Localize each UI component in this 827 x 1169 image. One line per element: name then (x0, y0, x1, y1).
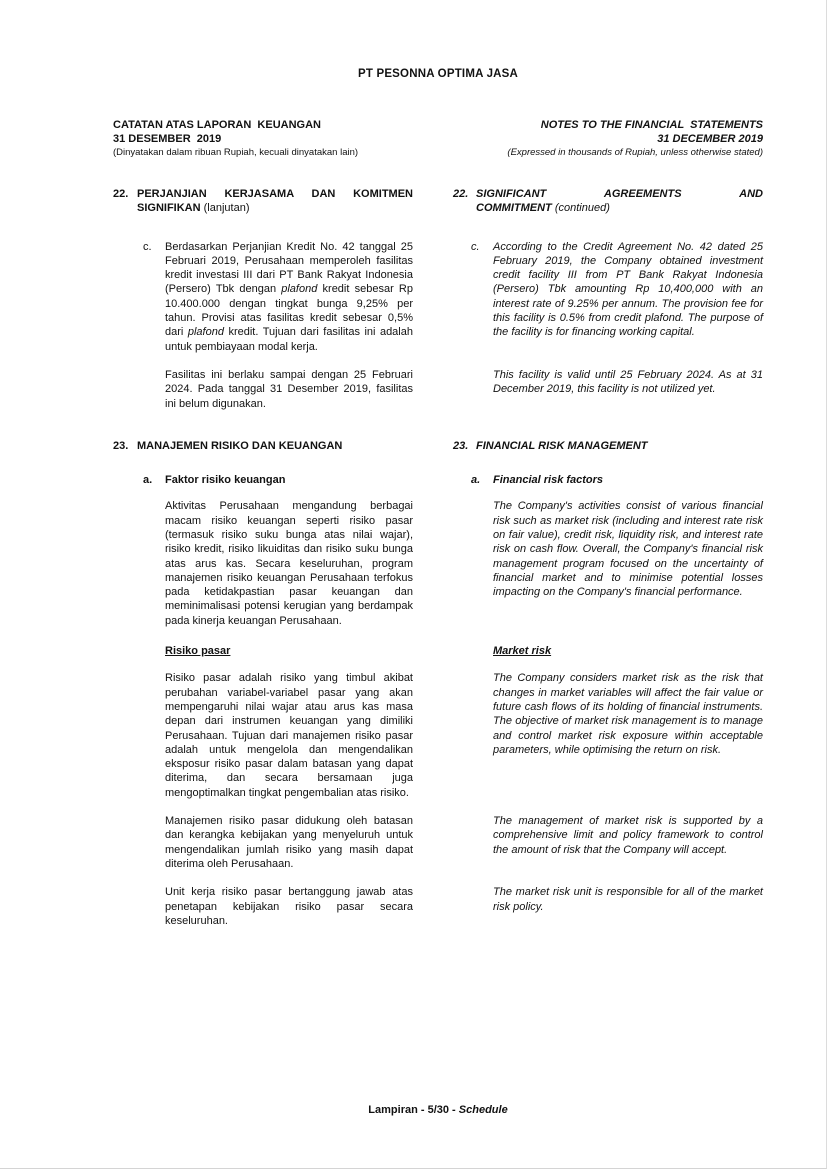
section-22-item-c-para2 (113, 368, 763, 411)
header-indonesian (113, 118, 413, 159)
section-23-heading-id (113, 439, 413, 453)
section-22-number-en: 22. (453, 187, 469, 200)
section-23-item-a-heading (113, 473, 763, 487)
header-en-title: NOTES TO THE FINANCIAL STATEMENTS (540, 119, 763, 131)
market-risk-subheading-id: Risiko pasar (165, 645, 231, 658)
section-22-item-c (113, 240, 763, 354)
market-risk-subheading (113, 644, 763, 658)
market-risk-paragraph-1-id: Risiko pasar adalah risiko yang timbul akibat perubahan variabel-variabel pasar yang akan mempengaruhi nilai wajar atau arus kas masa depan dari instrumen keuangan yang dimiliki Perusahaan. Tujuan dari manajemen risiko pasar adalah untuk mengelola dan mengendalikan eksposur risiko pasar dalam batasan yang dapat diterima, dan secara bersamaan juga mengoptimalkan tingkat pengembalian atas risiko. (165, 672, 413, 799)
section-23-number: 23. (113, 439, 129, 452)
footer-label-schedule: Schedule (458, 1104, 508, 1116)
item-c-marker-en: c. (471, 240, 480, 253)
market-risk-paragraph-1-en: The Company considers market risk as the risk that changes in market variables will affect the fair value or future cash flows of its holding of financial instruments. The objective of market risk management is to manage and control market risk exposure within acceptable parameters, while optimising the return on risk. (493, 672, 763, 756)
item-c-paragraph-2-id: Fasilitas ini berlaku sampai dengan 25 Februari 2024. Pada tanggal 31 Desember 2019, fasilitas ini belum digunakan. (165, 368, 413, 410)
section-22-title-en-line1: SIGNIFICANT AGREEMENTS AND (476, 187, 763, 200)
section-23-heading (113, 439, 763, 453)
market-risk-paragraph-3-id: Unit kerja risiko pasar bertanggung jawab atas penetapan kebijakan risiko pasar secara keseluruhan. (165, 886, 413, 927)
header-id-note: (Dinyatakan dalam ribuan Rupiah, kecuali dinyatakan lain) (113, 146, 359, 158)
item-c-paragraph-1-id: Berdasarkan Perjanjian Kredit No. 42 tanggal 25 Februari 2019, Perusahaan memperoleh fasilitas kredit investasi III dari PT Bank Rakyat Indonesia (Persero) Tbk dengan plafond kredit sebesar Rp 10.400.000 dengan tingkat bunga 9,25% per tahun. Provisi atas fasilitas kredit sebesar 0,5% dari plafond kredit. Tujuan dari fasilitas ini adalah untuk pembiayaan modal kerja. (165, 240, 413, 353)
item-c-id (113, 240, 413, 354)
header-id-date: 31 DESEMBER 2019 (113, 133, 222, 146)
item-c-paragraph-1-en: According to the Credit Agreement No. 42 dated 25 February 2019, the Company obtained investment credit facility III from PT Bank Rakyat Indonesia (Persero) Tbk amounting Rp 10,400,000 with an interest rate of 9.25% per annum. The provision fee for this facility is 0.5% from credit plafond. The purpose of the facility is for financing working capital. (493, 240, 763, 339)
market-risk-paragraph-3-en: The market risk unit is responsible for all of the market risk policy. (493, 886, 763, 913)
header-en-date: 31 DECEMBER 2019 (657, 133, 763, 146)
section-23-title-id: MANAJEMEN RISIKO DAN KEUANGAN (137, 439, 343, 452)
item-a-heading-id: Faktor risiko keuangan (165, 474, 286, 487)
header-english (453, 118, 763, 159)
header-id-title: CATATAN ATAS LAPORAN KEUANGAN (113, 119, 321, 131)
market-risk-para1 (113, 671, 763, 800)
market-risk-paragraph-2-id: Manajemen risiko pasar didukung oleh batasan dan kerangka kebijakan yang menyeluruh untuk mengendalikan jumlah risiko yang masih dapat diterima oleh Perusahaan. (165, 815, 413, 870)
item-a-marker-en: a. (471, 474, 481, 487)
item-a-para1 (113, 499, 763, 628)
section-22-title-id-suffix: (lanjutan) (203, 202, 250, 215)
section-22-heading-id (113, 187, 413, 216)
section-22-title-id-line2: SIGNIFIKAN (137, 202, 201, 215)
item-c-en (453, 240, 763, 340)
company-name: PT PESONNA OPTIMA JASA (357, 68, 519, 80)
market-risk-para3 (113, 885, 763, 928)
section-22-heading (113, 187, 763, 216)
item-c-paragraph-2-en: This facility is valid until 25 February 2024. As at 31 December 2019, this facility is not utilized yet. (493, 368, 763, 396)
section-22-title-en-line2: COMMITMENT (476, 202, 552, 215)
header-en-note: (Expressed in thousands of Rupiah, unless otherwise stated) (507, 146, 763, 158)
section-23-title-en: FINANCIAL RISK MANAGEMENT (476, 439, 648, 452)
section-22-number: 22. (113, 187, 129, 200)
item-a-paragraph-1-en: The Company's activities consist of various financial risk such as market risk (including and interest rate risk on fair value), credit risk, liquidity risk, and interest rate risk on cash flow. Overall, the Company's financial risk management program focused on the uncertainty of financial market and to minimise potential losses impacting on the Company's financial performance. (493, 500, 763, 599)
statement-header (113, 118, 763, 159)
section-23-number-en: 23. (453, 439, 469, 452)
page-footer (113, 1103, 763, 1117)
section-22-title-en-suffix: (continued) (554, 202, 610, 215)
market-risk-paragraph-2-en: The management of market risk is supported by a comprehensive limit and policy framework to control the amount of risk that the Company will accept. (493, 815, 763, 856)
market-risk-para2 (113, 814, 763, 871)
footer-label: Lampiran - 5/30 - (368, 1104, 456, 1116)
item-c-marker-id: c. (143, 240, 152, 253)
market-risk-subheading-en: Market risk (493, 645, 552, 658)
section-22-heading-en (453, 187, 763, 216)
page-content (113, 0, 763, 928)
item-a-heading-en: Financial risk factors (493, 474, 604, 487)
section-23-heading-en (453, 439, 763, 453)
item-a-marker-id: a. (143, 474, 153, 487)
item-a-paragraph-1-id: Aktivitas Perusahaan mengandung berbagai macam risiko keuangan seperti risiko pasar (termasuk risiko suku bunga atas nilai wajar), risiko kredit, risiko likuiditas dan risiko suku bunga atas arus kas. Secara keseluruhan, program manajemen risiko keuangan Perusahaan terfokus pada ketidakpastian pasar keuangan dan meminimalisasi potensi kerugian yang berdampak pada kinerja keuangan Perusahaan. (165, 500, 413, 627)
section-22-title-id-line1: PERJANJIAN KERJASAMA DAN KOMITMEN (137, 187, 413, 200)
